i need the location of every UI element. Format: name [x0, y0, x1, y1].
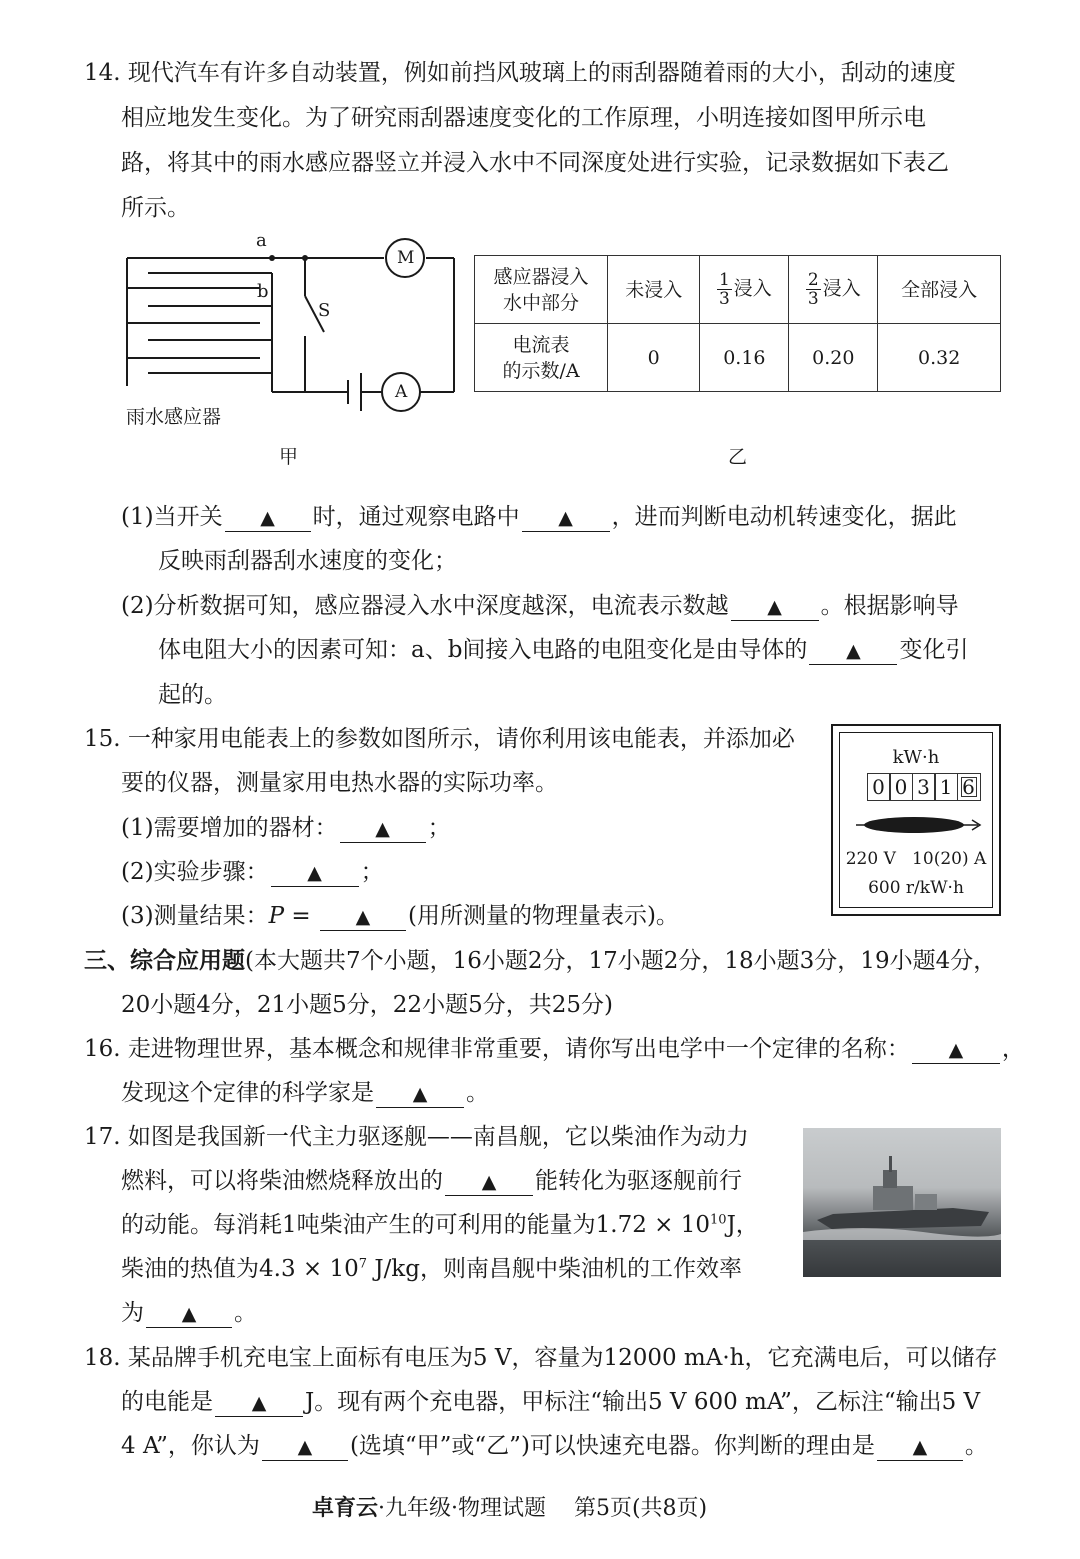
data-table	[474, 255, 1001, 392]
answer-blank[interactable]: ▲	[809, 638, 897, 665]
energy-meter	[831, 724, 1001, 916]
answer-blank[interactable]: ▲	[262, 1434, 348, 1461]
q17-line-4: 柴油的热值为$4.3 \times 10^7$ J/kg，则南昌舰中柴油机的工作效率	[121, 1256, 742, 1282]
q16-line-2: 发现这个定律的科学家是 ▲ 。	[121, 1080, 489, 1106]
answer-blank[interactable]: ▲	[731, 594, 819, 621]
table-header-label: 感应器浸入 水中部分	[475, 256, 608, 324]
answer-blank[interactable]: ▲	[225, 505, 311, 532]
q14-part1: (1)当开关 ▲ 时，通过观察电路中 ▲ ，进而判断电动机转速变化，据此	[121, 504, 957, 530]
ammeter-label: A	[395, 382, 408, 402]
answer-blank[interactable]: ▲	[340, 816, 426, 843]
answer-blank[interactable]: ▲	[912, 1037, 1000, 1064]
q18-line-3: 4 A”，你认为 ▲ (选填“甲”或“乙”)可以快速充电器。你判断的理由是 ▲ 。	[121, 1433, 988, 1459]
section-heading-line2: 20小题4分，21小题5分，22小题5分，共25分)	[121, 992, 613, 1018]
destroyer-icon	[803, 1128, 1001, 1277]
q17-line-1: 17. 如图是我国新一代主力驱逐舰——南昌舰，它以柴油作为动力	[84, 1124, 749, 1150]
q15-line-2: 要的仪器，测量家用电热水器的实际功率。	[121, 770, 558, 796]
meter-unit: kW·h	[892, 747, 940, 768]
meter-digit: 6	[957, 773, 981, 801]
answer-blank[interactable]: ▲	[376, 1081, 464, 1108]
page-footer: 卓育云·九年级·物理试题 第5页(共8页)	[312, 1495, 708, 1521]
table-header-col3: $\frac{2}{3}$ 浸入	[789, 256, 878, 324]
q15-line-1: 15. 一种家用电能表上的参数如图所示，请你利用该电能表，并添加必	[84, 726, 795, 752]
meter-digit: 3	[912, 773, 936, 801]
answer-blank[interactable]: ▲	[445, 1169, 533, 1196]
meter-digit: 0	[867, 773, 891, 801]
answer-blank[interactable]: ▲	[271, 860, 359, 887]
q16-line-1: 16. 走进物理世界，基本概念和规律非常重要，请你写出电学中一个定律的名称： ▲ ，	[84, 1036, 1025, 1062]
q14-part2: (2)分析数据可知，感应器浸入水中深度越深，电流表示数越 ▲ 。根据影响导	[121, 593, 959, 619]
table-cell: 0.20	[789, 324, 878, 392]
caption-yi: 乙	[728, 446, 748, 468]
table-cell: 0	[608, 324, 700, 392]
meter-digit: 1	[934, 773, 958, 801]
answer-blank[interactable]: ▲	[146, 1301, 232, 1328]
table-header-col1: 未浸入	[608, 256, 700, 324]
q14-line-2: 相应地发生变化。为了研究雨刮器速度变化的工作原理，小明连接如图甲所示电	[121, 105, 926, 131]
table-cell: 0.16	[700, 324, 789, 392]
meter-spec-2: 600 r/kW·h	[868, 878, 964, 898]
q14-line-3: 路，将其中的雨水感应器竖立并浸入水中不同深度处进行实验，记录数据如下表乙	[121, 150, 949, 176]
q17-line-3: 的动能。每消耗1吨柴油产生的可利用的能量为$1.72 \times 10^{10}J$，	[121, 1212, 759, 1238]
q14-line-1: 14. 现代汽车有许多自动装置，例如前挡风玻璃上的雨刮器随着雨的大小，刮动的速度	[84, 60, 956, 86]
meter-disc	[854, 813, 984, 837]
table-header-col2: $\frac{1}{3}$ 浸入	[700, 256, 789, 324]
answer-blank[interactable]: ▲	[877, 1434, 963, 1461]
table-header-col4: 全部浸入	[878, 256, 1001, 324]
q14-line-4: 所示。	[121, 195, 190, 221]
motor-label: M	[397, 248, 415, 268]
meter-digit: 0	[889, 773, 913, 801]
table-row	[475, 256, 1001, 324]
table-row-label: 电流表 的示数/A	[475, 324, 608, 392]
q14-part2-line3: 起的。	[158, 682, 227, 708]
q17-line-2: 燃料，可以将柴油燃烧释放出的 ▲ 能转化为驱逐舰前行	[121, 1168, 742, 1194]
destroyer-photo	[803, 1128, 1001, 1277]
label-a: a	[256, 230, 267, 251]
table-cell: 0.32	[878, 324, 1001, 392]
q18-line-2: 的电能是 ▲ J。现有两个充电器，甲标注“输出5 V 600 mA”，乙标注“输出5 V	[121, 1389, 981, 1415]
q18-line-1: 18. 某品牌手机充电宝上面标有电压为5 V，容量为12000 mA·h，它充满电后，可以储存	[84, 1345, 998, 1371]
q15-step3: (3)测量结果：P = ▲ (用所测量的物理量表示)。	[121, 903, 679, 929]
label-b: b	[257, 281, 269, 302]
meter-spec-1: 220 V 10(20) A	[845, 849, 987, 869]
caption-jia: 甲	[279, 446, 299, 468]
answer-blank[interactable]: ▲	[522, 505, 610, 532]
q15-step1: (1)需要增加的器材： ▲ ；	[121, 815, 451, 841]
table-row	[475, 324, 1001, 392]
answer-blank[interactable]: ▲	[320, 904, 406, 931]
q15-step2: (2)实验步骤： ▲ ；	[121, 859, 384, 885]
q17-line-5: 为 ▲ 。	[121, 1300, 257, 1326]
q14-part1-line2: 反映雨刮器刮水速度的变化；	[158, 548, 457, 574]
q14-part2-line2: 体电阻大小的因素可知：a、b间接入电路的电阻变化是由导体的 ▲ 变化引	[158, 637, 969, 663]
meter-display	[868, 773, 981, 801]
answer-blank[interactable]: ▲	[215, 1390, 303, 1417]
label-s: S	[318, 300, 331, 321]
sensor-label: 雨水感应器	[126, 406, 222, 428]
section-heading: 三、综合应用题(本大题共7个小题，16小题2分，17小题2分，18小题3分，19小题4分，	[84, 947, 997, 974]
